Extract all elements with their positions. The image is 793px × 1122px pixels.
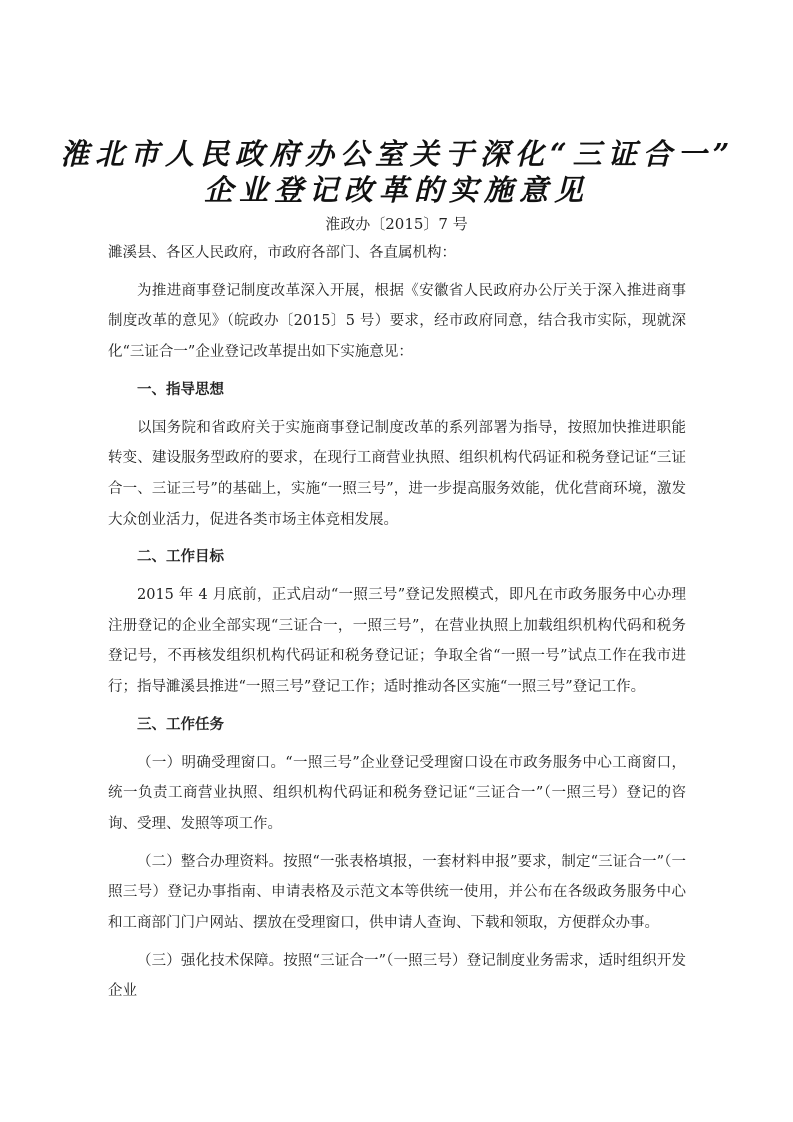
section-heading-work-tasks: 三、工作任务 xyxy=(137,716,224,733)
section-heading-work-goals: 二、工作目标 xyxy=(137,549,224,566)
document-number: 淮政办〔2015〕7 号 xyxy=(325,215,468,233)
task-item-2: （二）整合办理资料。按照“一张表格填报，一套材料申报”要求，制定“三证合一”（一照三号）登记办事指南、申请表格及示范文本等供统一使用，并公布在各级政务服务中心和工商部门门户网站、摆放在受理窗口，供申请人查询、下载和领取，方便群众办事。 xyxy=(108,853,686,932)
document-title-line-2: 企业登记改革的实施意见 xyxy=(203,173,589,207)
section-heading-guiding-ideology: 一、指导思想 xyxy=(137,381,224,398)
salutation: 濉溪县、各区人民政府，市政府各部门、各直属机构： xyxy=(108,245,456,261)
section-work-goals-text: 2015 年 4 月底前，正式启动“一照三号”登记发照模式，即凡在市政务服务中心办理注册登记的企业全部实现“三证合一，一照三号”，在营业执照上加载组织机构代码和税务登记号，不再核发组织机构代码证和税务登记证；争取全省“一照一号”试点工作在我市进行；指导濉溪县推进“一照三号”登记工作；适时推动各区实施“一照三号”登记工作。 xyxy=(108,587,686,696)
intro-paragraph: 为推进商事登记制度改革深入开展，根据《安徽省人民政府办公厅关于深入推进商事制度改革的意见》（皖政办〔2015〕5 号）要求，经市政府同意，结合我市实际，现就深化“三证合一”企业登记改革提出如下实施意见： xyxy=(108,282,686,361)
document-title-line-1: 淮北市人民政府办公室关于深化“三证合一” xyxy=(60,137,736,171)
document-body xyxy=(108,238,686,1007)
section-guiding-ideology-text: 以国务院和省政府关于实施商事登记制度改革的系列部署为指导，按照加快推进职能转变、建设服务型政府的要求，在现行工商营业执照、组织机构代码证和税务登记证“三证合一、三证三号”的基础上，实施“一照三号”，进一步提高服务效能，优化营商环境，激发大众创业活力，促进各类市场主体竞相发展。 xyxy=(108,419,686,528)
task-item-1: （一）明确受理窗口。“一照三号”企业登记受理窗口设在市政务服务中心工商窗口，统一负责工商营业执照、组织机构代码证和税务登记证“三证合一”（一照三号）登记的咨询、受理、发照等项工作。 xyxy=(108,754,686,832)
task-item-3: （三）强化技术保障。按照“三证合一”（一照三号）登记制度业务需求，适时组织开发企业 xyxy=(108,952,686,1000)
